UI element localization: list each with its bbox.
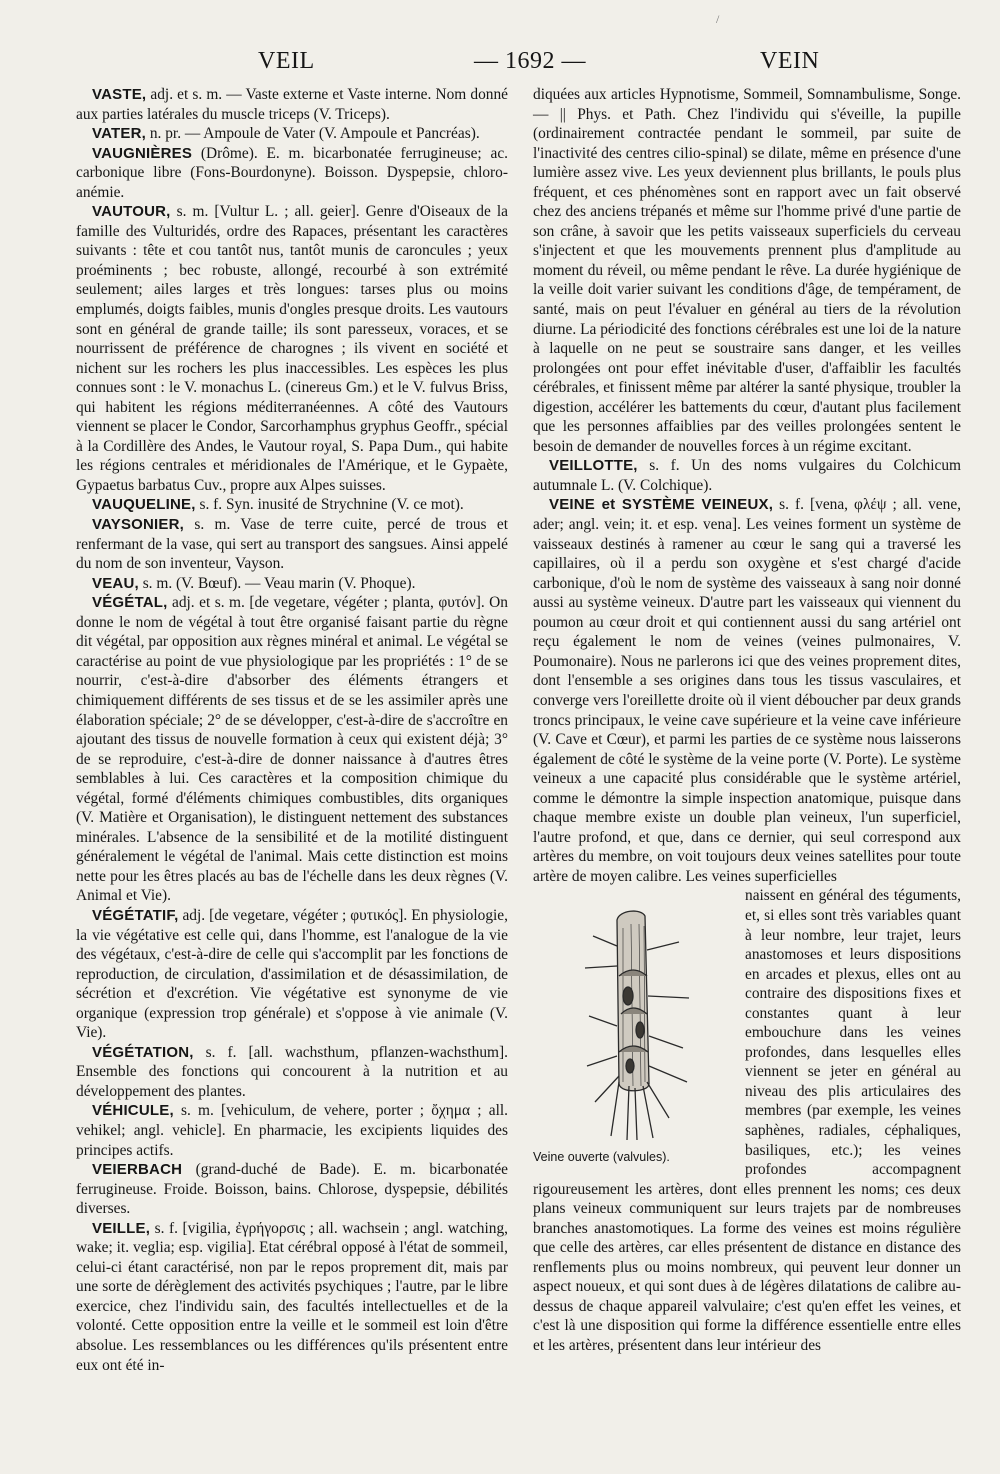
entry-text: s. f. [vigilia, ἐγρήγορσις ; all. wachsein ; angl. watching, wake; it. veglia; esp. vigilia]. Etat cérébral opposé à l'état de sommeil, celui-ci étant caractérisé, non par le repos proprement dit, mais par une sorte de dérèglement des activités psychiques ; l'autre, par le libre exercice, chez l'individu sain, des facultés intellectuelles et de la volonté. Cette opposition entre la veille et le sommeil est loin d'être absolue. Les ressemblances ou les différences qu'ils présentent entre eux ont été in-	[76, 1219, 508, 1374]
headword: VÉGÉTAL,	[92, 594, 168, 612]
headword: VEIERBACH	[92, 1161, 183, 1179]
entry-text: s. f. Syn. inusité de Strychnine (V. ce mot).	[195, 496, 464, 514]
entry-vegetation	[76, 1043, 508, 1102]
entry-veierbach	[76, 1160, 508, 1219]
entry-vaste	[76, 85, 508, 124]
right-column	[533, 85, 961, 1356]
headword: VAUQUELINE,	[92, 496, 196, 514]
headword: VEILLOTTE,	[549, 457, 638, 475]
headword: VÉHICULE,	[92, 1102, 174, 1120]
entry-text: adj. [de vegetare, végéter ; φυτικός]. En physiologie, la vie végétative est celle qui, dans l'homme, est l'analogue de la vie des végétaux, c'est-à-dire de celle qui s'accomplit par les fonctions de reproduction, de circulation, d'assimilation et de désassimilation, de sécrétion et d'excrétion. Vie végétative est synonyme de vie organique (expression trop générale) et s'oppose à vie animale (V. Vie).	[76, 906, 508, 1042]
headword: VEILLE,	[92, 1219, 151, 1237]
entry-veau	[76, 574, 508, 594]
entry-vaugnieres	[76, 144, 508, 203]
headword: VÉGÉTATIF,	[92, 906, 179, 924]
headword: VAUTOUR,	[92, 203, 171, 221]
page-number: — 1692 —	[474, 48, 586, 74]
headword: VEAU,	[92, 574, 139, 592]
left-column	[76, 85, 508, 1375]
headword: VATER,	[92, 125, 146, 143]
entry-veillotte	[533, 456, 961, 495]
entry-vautour	[76, 202, 508, 495]
entry-text: s. m. Vase de terre cuite, percé de trous et renfermant de la vase, qui sert au transport des sangsues. Ainsi appelé du nom de son inventeur, Vayson.	[76, 516, 508, 573]
entry-text: s. f. Un des noms vulgaires du Colchicum autumnale L. (V. Colchique).	[533, 457, 961, 494]
figure-caption: Veine ouverte (valvules).	[533, 1150, 670, 1165]
entry-veine-text-continued: naissent en général des téguments, et, si elles sont très variables quant à leur nombre, leur trajet, leurs anastomoses et leurs dispositions en arcades et plexus, elles ont au contraire des dispositions fixes et constantes quant à leur embouchure dans les veines profondes, dans lesquelles elles viennent se jeter en général au niveau des plis articulaires des membres (par exemple, les veines saphènes, radiales, céphaliques, basiliques, etc.); les veines profondes accompagnent rigoureusement les artères, dont elles prennent les noms; ces deux plans veineux communiquent sur leurs trajets par de nombreuses branches anastomotiques. La forme des veines est moins régulière que celle des artères, car elles présentent de distance en distance des renflements plus ou moins nombreux, qui peuvent leur donner un aspect noueux, et qui sont dues à de légères dilatations de calibre au-dessus de chaque appareil valvulaire; c'est qu'en effet les veines, et c'est là une disposition qui forme la différence essentielle entre elles et les artères, présentent dans leur intérieur des	[533, 887, 961, 1354]
entry-vauqueline	[76, 495, 508, 515]
entry-text: s. m. [vehiculum, de vehere, porter ; ὄχημα ; all. vehikel; angl. vehicle]. En pharmacie, les excipients liquides des principes actifs.	[76, 1102, 508, 1159]
entry-text: n. pr. — Ampoule de Vater (V. Ampoule et Pancréas).	[145, 125, 480, 143]
entry-text: (grand-duché de Bade). E. m. bicarbonatée ferrugineuse. Froide. Boisson, bains. Chlorose, dyspepsie, débilités diverses.	[76, 1161, 508, 1218]
headword: VASTE,	[92, 86, 147, 103]
header-right-word: VEIN	[760, 48, 820, 74]
entry-text: s. f. [vena, φλέψ ; all. vene, ader; angl. vein; it. et esp. vena]. Les veines forment un système de vaisseaux destinés à ramener au cœur le sang qui a traversé les capillaires, où il a perdu son oxygène et s'est chargé d'acide carbonique, d'où le nom de système des vaisseaux à sang noir donné aussi au système veineux. D'autre part les vaisseaux qui viennent du poumon au cœur droit et qui contiennent aussi du sang artériel ont reçu également le nom de veines (veines pulmonaires, V. Poumonaire). Nous ne parlerons ici que des veines proprement dites, dont l'ensemble a ses origines dans tous les tissus vasculaires, et converge vers l'oreillette droite où il vient déboucher par deux grands troncs principaux, le veine cave supérieure et la veine cave inférieure (V. Cave et Cœur), et parmi les parties de ce système nous laisserons également de côté le système de la veine porte (V. Porte). Le système veineux a une capacité plus considérable que le système artériel, comme le démontre la simple inspection anatomique, puisque dans chaque membre existe un double plan veineux, l'un superficiel, l'autre profond, et que, dans ce dernier, qui seul correspond aux artères du membre, on voit toujours deux veines satellites pour toute artère de moyen calibre. Les veines superficielles	[533, 496, 961, 885]
headword: VÉGÉTATION,	[92, 1043, 194, 1061]
open-vein-illustration	[583, 906, 693, 1142]
entry-veille-continued: diquées aux articles Hypnotisme, Sommeil, Somnambulisme, Songe. — || Phys. et Path. Chez l'individu qui s'éveille, la pupille (ordinairement contractée pendant le sommeil, par suite de l'inactivité des centres cilio-spinal) se dilate, même en présence d'une lumière assez vive. Les yeux deviennent plus brillants, le pouls plus fréquent, et ces phénomènes sont en rapport avec un fait observé chez des anciens trépanés et même sur l'homme privé d'une partie de son crâne, à savoir que les petits vaisseaux superficiels du cerveau s'injectent et que les mouvements prennent plus d'amplitude au moment du réveil, ou même pendant le rêve. La durée hygiénique de la veille doit varier suivant les conditions d'âge, de tempérament, de santé, mais on peut l'évaluer en général au tiers de la révolution diurne. La périodicité des fonctions cérébrales est une loi de la nature à laquelle on ne peut se soustraire sans danger, et les veilles prolongées ont pour effet inévitable d'user, d'affaiblir les facultés cérébrales, et finissent même par altérer la santé physique, troubler la digestion, accélérer les battements du cœur, d'autant plus facilement que les personnes affaiblies par des veilles prolongées sentent le besoin de demander de nouvelles forces à un régime excitant.	[533, 86, 961, 455]
header-left-word: VEIL	[258, 48, 315, 74]
entry-text: s. m. (V. Bœuf). — Veau marin (V. Phoque).	[138, 574, 416, 592]
entry-text: adj. et s. m. [de vegetare, végéter ; planta, φυτόν]. On donne le nom de végétal à tout être organisé faisant partie du règne dit végétal, par opposition aux règnes minéral et animal. Le végétal se caractérise au point de vue physiologique par les propriétés : 1° de se nourrir, c'est-à-dire d'absorber des éléments étrangers et chimiquement différents de ses tissus et de se les assimiler après une élaboration spéciale; 2° de se développer, c'est-à-dire de s'accroître en ajoutant des tissus de nouvelle formation à ceux qui existent déjà; 3° de se reproduire, c'est-à-dire de donner naissance à d'autres êtres semblables à lui. Ces caractères et la composition chimique du végétal, formé d'éléments chimiques combustibles, dits organiques (V. Matière et Organisation), le distinguent nettement des substances minérales. L'absence de la sensibilité et de la motilité distinguent généralement le végétal de l'animal. Mais cette distinction est moins nette pour les êtres placés au bas de l'échelle dans les deux règnes (V. Animal et Vie).	[76, 594, 508, 905]
entry-text: s. f. [all. wachsthum, pflanzen-wachsthum]. Ensemble des fonctions qui concourent à la nutrition et au développement des plantes.	[76, 1043, 508, 1100]
entry-text: adj. et s. m. — Vaste externe et Vaste interne. Nom donné aux parties latérales du muscle triceps (V. Triceps).	[76, 86, 508, 123]
entry-vater	[76, 124, 508, 144]
entry-text: s. m. [Vultur L. ; all. geier]. Genre d'Oiseaux de la famille des Vulturidés, ordre des Rapaces, présentant les caractères suivants : tête et cou tantôt nus, tantôt munis de caroncules ; yeux proéminents ; bec robuste, allongé, recourbé à son extrémité seulement; ailes larges et très longues: tarses plus ou moins emplumés, doigts faibles, munis d'ongles presque droits. Les vautours sont en général de grande taille; ils sont paresseux, voraces, et se nourrissent de préférence de charognes ; ils vivent en société et nichent sur les rochers les plus inaccessibles. Les espèces les plus connues sont : le V. monachus L. (cinereus Gm.) et le V. fulvus Briss, qui habitent les régions méditerranéennes. A côté des Vautours viennent se placer le Condor, Sarcorhamphus gryphus Geoffr., spécial à la Cordillère des Andes, le Vautour royal, S. Papa Dum., qui habite les régions centrales et méridionales de l'Amérique, et le Gypaète, Gypaetus barbatus Cuv., propre aux Alpes suisses.	[76, 203, 508, 494]
entry-text: (Drôme). E. m. bicarbonatée ferrugineuse; ac. carbonique libre (Fons-Bourdonyne). Boisson. Dyspepsie, chloro-anémie.	[76, 144, 508, 201]
entry-veine	[533, 495, 961, 886]
margin-mark: /	[716, 12, 720, 26]
entry-vegetal	[76, 593, 508, 906]
headword: VEINE et SYSTÈME VEINEUX,	[549, 496, 774, 514]
entry-vegetatif	[76, 906, 508, 1043]
entry-vehicule	[76, 1101, 508, 1160]
running-header	[0, 48, 1000, 78]
headword: VAUGNIÈRES	[92, 144, 193, 162]
entry-veine-with-figure	[533, 886, 961, 1355]
vein-figure	[533, 886, 737, 1168]
entry-vaysonier	[76, 515, 508, 574]
entry-veille	[76, 1219, 508, 1375]
headword: VAYSONIER,	[92, 516, 185, 534]
